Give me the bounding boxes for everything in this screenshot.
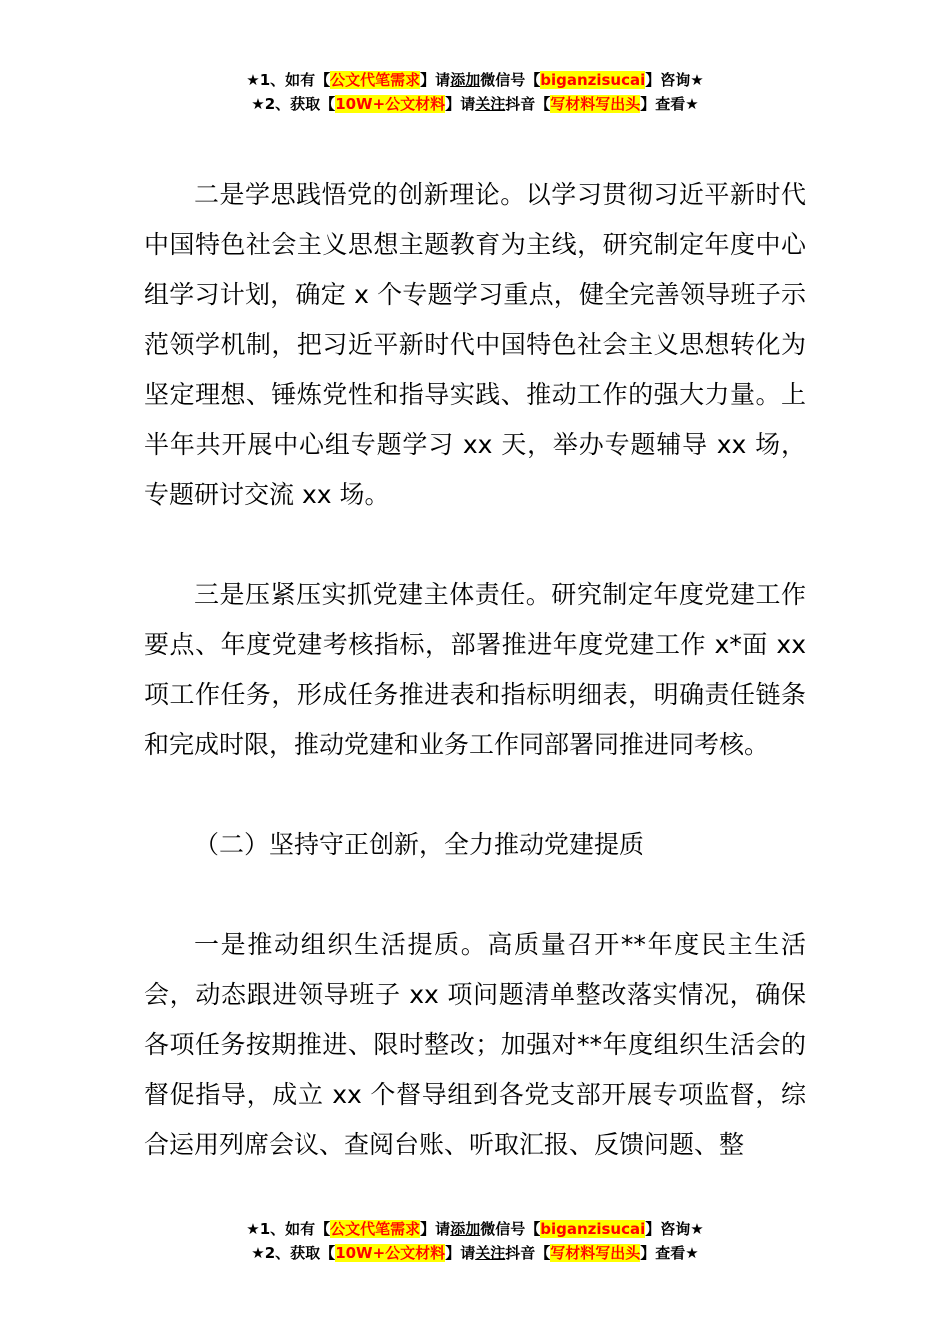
douyin-id-highlight: 写材料写出头 [550, 95, 641, 113]
header-banner [0, 68, 950, 116]
paragraph-organization-life: 一是推动组织生活提质。高质量召开**年度民主生活会，动态跟进领导班子 xx 项问题清单整改落实情况，确保各项任务按期推进、限时整改；加强对**年度组织生活会的督促指导，成立 xx 个督导组到各党支部开展专项监督，综合运用列席会议、查阅台账、听取汇报、反馈问题、整 [144, 930, 806, 1159]
materials-highlight: 10W+公文材料 [335, 95, 446, 113]
wechat-id-highlight: biganzisucai [540, 1220, 646, 1238]
document-body [144, 170, 806, 1170]
materials-highlight: 10W+公文材料 [335, 1244, 446, 1262]
service-highlight: 公文代笔需求 [330, 1220, 421, 1238]
paragraph-party-responsibility: 三是压紧压实抓党建主体责任。研究制定年度党建工作要点、年度党建考核指标，部署推进年度党建工作 x*面 xx 项工作任务，形成任务推进表和指标明细表，明确责任链条和完成时限，推动党建和业务工作同部署同推进同考核。 [144, 580, 806, 759]
banner-line-1: ★1、如有【公文代笔需求】请添加微信号【biganzisucai】咨询★ [246, 71, 704, 89]
banner-line-2: ★2、获取【10W+公文材料】请关注抖音【写材料写出头】查看★ [251, 1244, 699, 1262]
banner-line-2: ★2、获取【10W+公文材料】请关注抖音【写材料写出头】查看★ [251, 95, 699, 113]
douyin-id-highlight: 写材料写出头 [550, 1244, 641, 1262]
banner-line-1: ★1、如有【公文代笔需求】请添加微信号【biganzisucai】咨询★ [246, 1220, 704, 1238]
paragraph-theory-study: 二是学思践悟党的创新理论。以学习贯彻习近平新时代中国特色社会主义思想主题教育为主线，研究制定年度中心组学习计划，确定 x 个专题学习重点，健全完善领导班子示范领学机制，把习近平新时代中国特色社会主义思想转化为坚定理想、锤炼党性和指导实践、推动工作的强大力量。上半年共开展中心组专题学习 xx 天，举办专题辅导 xx 场，专题研讨交流 xx 场。 [144, 180, 806, 509]
wechat-id-highlight: biganzisucai [540, 71, 646, 89]
footer-banner [0, 1217, 950, 1265]
service-highlight: 公文代笔需求 [330, 71, 421, 89]
section-heading: （二）坚持守正创新，全力推动党建提质 [194, 830, 645, 859]
